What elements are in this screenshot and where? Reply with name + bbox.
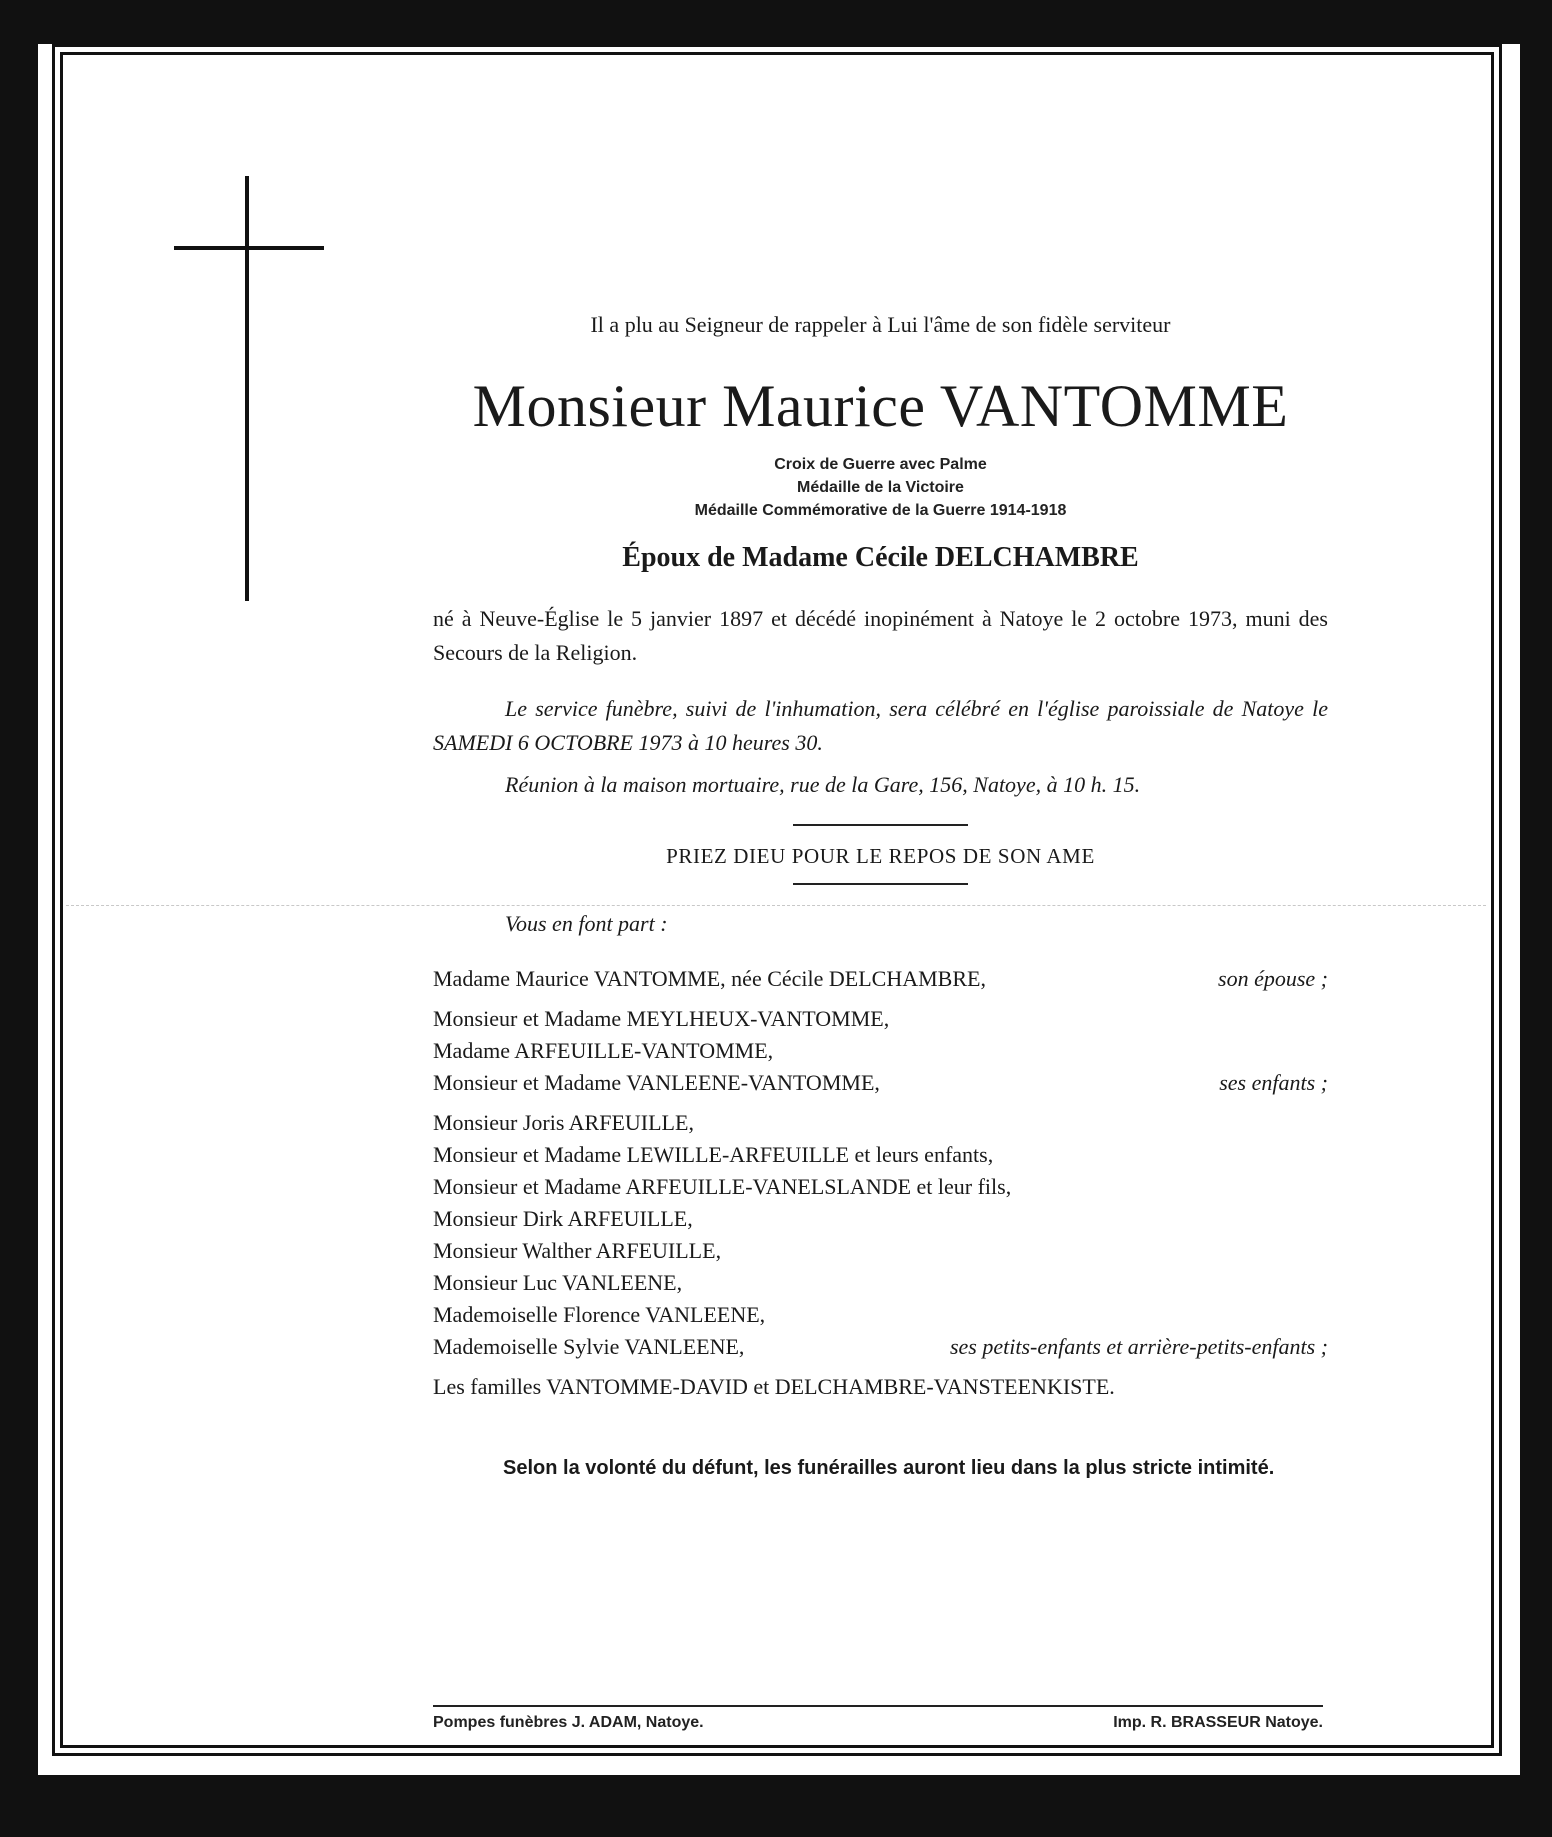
cross-icon-horizontal <box>174 246 324 250</box>
mourner-name: Madame ARFEUILLE-VANTOMME, <box>433 1038 774 1063</box>
deceased-name: Monsieur Maurice VANTOMME <box>472 373 1289 439</box>
intro-text: Il a plu au Seigneur de rappeler à Lui l'âme de son fidèle serviteur <box>590 312 1171 337</box>
cross-icon-vertical <box>245 176 249 601</box>
children-group <box>433 1003 1328 1099</box>
mourner-name: Monsieur et Madame VANLEENE-VANTOMME, <box>433 1070 880 1095</box>
footer-divider <box>433 1705 1323 1707</box>
honor-item: Médaille de la Victoire <box>797 479 964 496</box>
honors-list <box>433 453 1328 522</box>
mourner-role: ses petits-enfants et arrière-petits-enfants ; <box>949 1334 1328 1359</box>
mourner-name: Mademoiselle Florence VANLEENE, <box>433 1302 766 1327</box>
reunion-text: Réunion à la maison mortuaire, rue de la Gare, 156, Natoye, à 10 h. 15. <box>505 772 1141 797</box>
mourner-name: Madame Maurice VANTOMME, née Cécile DELCHAMBRE, <box>433 966 986 991</box>
mourner-role: son épouse ; <box>1218 966 1328 991</box>
honor-item: Médaille Commémorative de la Guerre 1914-1918 <box>694 502 1067 519</box>
mourner-name: Monsieur Luc VANLEENE, <box>433 1270 683 1295</box>
families-line: Les familles VANTOMME-DAVID et DELCHAMBRE-VANSTEENKISTE. <box>433 1374 1115 1399</box>
prayer-text: PRIEZ DIEU POUR LE REPOS DE SON AME <box>666 844 1095 868</box>
undertaker-credit: Pompes funèbres J. ADAM, Natoye. <box>433 1714 704 1731</box>
footer <box>433 1714 1323 1732</box>
mourner-role: ses enfants ; <box>1219 1070 1328 1095</box>
mourner-name: Monsieur et Madame MEYLHEUX-VANTOMME, <box>433 1006 890 1031</box>
mourner-name: Mademoiselle Sylvie VANLEENE, <box>433 1334 745 1359</box>
announcement-body <box>433 300 1328 1483</box>
spouse-line: Époux de Madame Cécile DELCHAMBRE <box>622 542 1139 573</box>
mourner-name: Monsieur Joris ARFEUILLE, <box>433 1110 694 1135</box>
mourner-name: Monsieur et Madame ARFEUILLE-VANELSLANDE et leur fils, <box>433 1174 1012 1199</box>
honor-item: Croix de Guerre avec Palme <box>774 456 987 473</box>
divider-bottom <box>793 883 968 885</box>
mourner-name: Monsieur et Madame LEWILLE-ARFEUILLE et leurs enfants, <box>433 1142 994 1167</box>
divider-top <box>793 824 968 826</box>
mourners-heading: Vous en font part : <box>505 911 668 936</box>
mourner-name: Monsieur Dirk ARFEUILLE, <box>433 1206 693 1231</box>
wish-text: Selon la volonté du défunt, les funérailles auront lieu dans la plus stricte intimité. <box>503 1457 1275 1479</box>
spouse-group <box>433 963 1328 995</box>
printer-credit: Imp. R. BRASSEUR Natoye. <box>1113 1714 1323 1731</box>
mourner-name: Monsieur Walther ARFEUILLE, <box>433 1238 722 1263</box>
grandchildren-group <box>433 1107 1328 1363</box>
service-text: Le service funèbre, suivi de l'inhumation, sera célébré en l'église paroissiale de Natoye le SAMEDI 6 OCTOBRE 1973 à 10 heures 30. <box>433 696 1328 755</box>
birth-death-text: né à Neuve-Église le 5 janvier 1897 et décédé inopinément à Natoye le 2 octobre 1973, muni des Secours de la Religion. <box>433 606 1328 665</box>
